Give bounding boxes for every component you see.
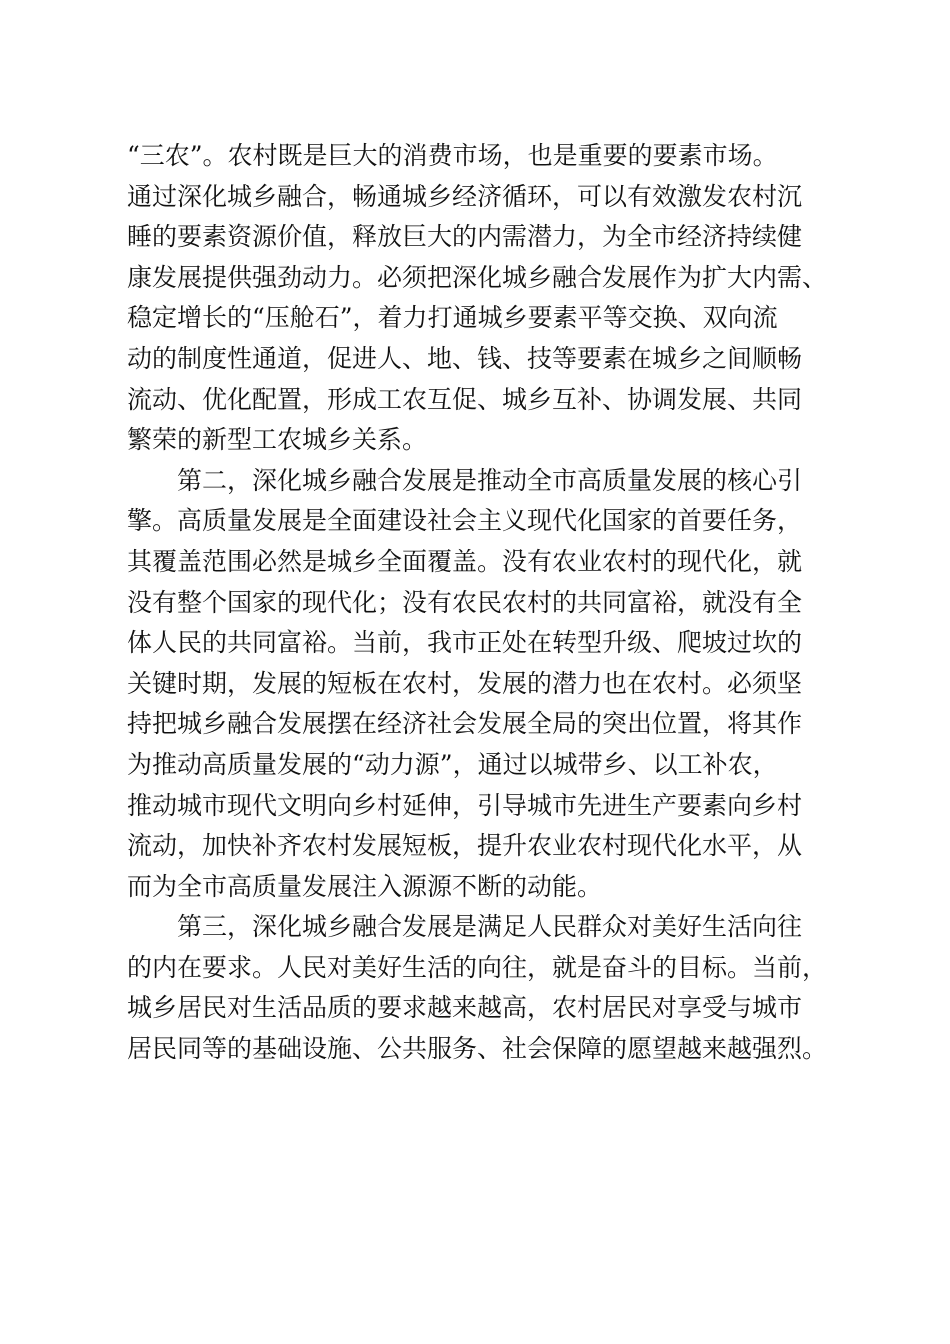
paragraph [127, 461, 827, 908]
text-line: 稳定增长的“压舱石”，着力打通城乡要素平等交换、双向流 [127, 303, 778, 333]
text-line: 第二，深化城乡融合发展是推动全市高质量发展的核心引 [177, 465, 803, 495]
text-line: 的内在要求。人民对美好生活的向往，就是奋斗的目标。当前， [127, 952, 828, 982]
text-line: 流动、优化配置，形成工农互促、城乡互补、协调发展、共同 [127, 384, 803, 414]
text-line: 而为全市高质量发展注入源源不断的动能。 [127, 871, 603, 901]
text-line: 为推动高质量发展的“动力源”，通过以城带乡、以工补农， [127, 749, 778, 779]
text-line: “三农”。农村既是巨大的消费市场，也是重要的要素市场。 [127, 141, 778, 170]
text-line: 第三，深化城乡融合发展是满足人民群众对美好生活向往 [177, 912, 803, 942]
text-line: 城乡居民对生活品质的要求越来越高，农村居民对享受与城市 [127, 993, 803, 1023]
text-line: 擎。高质量发展是全面建设社会主义现代化国家的首要任务， [127, 506, 803, 536]
text-line: 繁荣的新型工农城乡关系。 [127, 425, 428, 455]
text-line: 通过深化城乡融合，畅通城乡经济循环，可以有效激发农村沉 [127, 181, 803, 211]
text-line: 居民同等的基础设施、公共服务、社会保障的愿望越来越强烈。 [127, 1034, 828, 1064]
document-body [127, 136, 827, 1070]
text-line: 动的制度性通道，促进人、地、钱、技等要素在城乡之间顺畅 [127, 343, 803, 373]
text-line: 没有整个国家的现代化；没有农民农村的共同富裕，就没有全 [127, 587, 803, 617]
text-line: 其覆盖范围必然是城乡全面覆盖。没有农业农村的现代化，就 [127, 546, 803, 576]
text-line: 推动城市现代文明向乡村延伸，引导城市先进生产要素向乡村 [127, 790, 803, 820]
text-line: 持把城乡融合发展摆在经济社会发展全局的突出位置，将其作 [127, 709, 803, 739]
text-line: 睡的要素资源价值，释放巨大的内需潜力，为全市经济持续健 [127, 222, 803, 252]
text-line: 康发展提供强劲动力。必须把深化城乡融合发展作为扩大内需、 [127, 262, 828, 292]
text-line: 关键时期，发展的短板在农村，发展的潜力也在农村。必须坚 [127, 668, 803, 698]
paragraph [127, 136, 827, 461]
paragraph [127, 907, 827, 1069]
text-line: 流动，加快补齐农村发展短板，提升农业农村现代化水平，从 [127, 831, 803, 861]
text-line: 体人民的共同富裕。当前，我市正处在转型升级、爬坡过坎的 [127, 628, 803, 658]
